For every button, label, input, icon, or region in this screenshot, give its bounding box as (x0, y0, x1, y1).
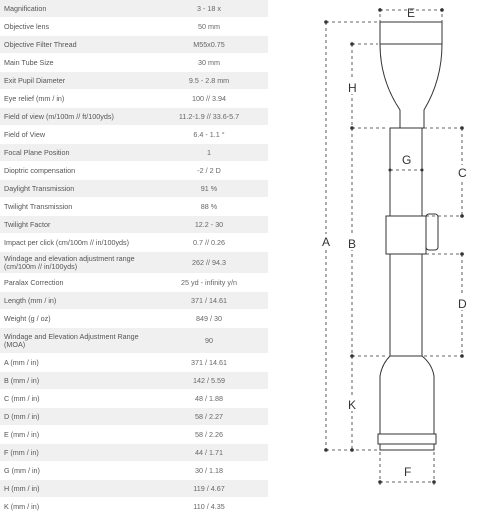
scope-objective-bell (380, 22, 442, 128)
dim-label-g: G (402, 153, 412, 167)
spec-value: 30 / 1.18 (195, 465, 223, 475)
spec-value: 9.5 - 2.8 mm (188, 75, 230, 85)
spec-label: A (mm / in) (4, 357, 39, 367)
spec-value: 88 % (200, 201, 218, 211)
scope-turret-knob (426, 214, 438, 250)
spec-label: Twilight Factor (4, 219, 51, 229)
dim-label-b: B (348, 237, 357, 251)
spec-label: G (mm / in) (4, 465, 40, 475)
spec-value: 371 / 14.61 (191, 357, 227, 367)
scope-main-tube-lower (390, 254, 422, 356)
spec-row (0, 234, 268, 252)
spec-row (0, 372, 268, 390)
spec-value: 262 // 94.3 (192, 257, 226, 267)
scope-eyepiece-end (380, 444, 434, 450)
spec-label: Objective lens (4, 21, 50, 31)
spec-row (0, 480, 268, 498)
dim-dot (460, 126, 464, 130)
dim-dot (440, 8, 444, 12)
spec-value: 100 // 3.94 (192, 93, 226, 103)
spec-row (0, 162, 268, 180)
spec-value: 0.7 // 0.26 (193, 237, 225, 247)
spec-value: 90 (205, 335, 213, 345)
spec-row (0, 310, 268, 328)
spec-row (0, 462, 268, 480)
spec-label: Weight (g / oz) (4, 313, 51, 323)
dim-dot (324, 448, 328, 452)
dim-dot (350, 42, 354, 46)
spec-value: 849 / 30 (196, 313, 222, 323)
dim-dot (421, 169, 424, 172)
spec-value: 25 yd - infinity y/n (181, 277, 237, 287)
spec-label: F (mm / in) (4, 447, 39, 457)
dim-dot (460, 252, 464, 256)
dim-dot (324, 20, 328, 24)
dim-dot (350, 126, 354, 130)
dim-dot (460, 214, 464, 218)
spec-row (0, 328, 268, 354)
dim-dot (378, 8, 382, 12)
dim-dot (350, 448, 354, 452)
spec-label: Eye relief (mm / in) (4, 93, 65, 103)
spec-value: 142 / 5.59 (193, 375, 225, 385)
spec-label: Dioptric compensation (4, 165, 76, 175)
spec-label: D (mm / in) (4, 411, 40, 421)
spec-value: 119 / 4.67 (193, 483, 225, 493)
spec-label: Focal Plane Position (4, 147, 70, 157)
dim-label-k: K (348, 398, 357, 412)
spec-value: 48 / 1.88 (195, 393, 223, 403)
spec-row (0, 18, 268, 36)
spec-row (0, 216, 268, 234)
dim-label-a: A (322, 235, 331, 249)
spec-row (0, 180, 268, 198)
spec-label: Windage and Elevation Adjustment Range (MOA) (4, 331, 139, 349)
spec-row (0, 108, 268, 126)
spec-row (0, 444, 268, 462)
spec-row (0, 252, 268, 274)
spec-label: Impact per click (cm/100m // in/100yds) (4, 237, 130, 247)
spec-label: B (mm / in) (4, 375, 40, 385)
dim-label-d: D (458, 297, 467, 311)
dim-dot (460, 354, 464, 358)
spec-label: Main Tube Size (4, 57, 54, 67)
spec-row (0, 292, 268, 310)
spec-label: Objective Filter Thread (4, 39, 77, 49)
dim-dot (378, 480, 382, 484)
spec-value: 110 / 4.35 (193, 501, 225, 511)
spec-row (0, 390, 268, 408)
dim-dot (432, 480, 436, 484)
spec-label: C (mm / in) (4, 393, 40, 403)
spec-row (0, 0, 268, 18)
spec-label: Length (mm / in) (4, 295, 57, 305)
scope-diagram (268, 0, 481, 488)
spec-value: 44 / 1.71 (195, 447, 223, 457)
scope-main-tube-upper (390, 128, 422, 216)
spec-row (0, 354, 268, 372)
spec-row (0, 274, 268, 292)
spec-value: 11.2-1.9 // 33.6-5.7 (178, 111, 240, 121)
spec-row (0, 426, 268, 444)
spec-value: 6.4 - 1.1 ° (193, 129, 225, 139)
spec-row (0, 144, 268, 162)
scope-eyepiece (380, 356, 434, 434)
spec-label: Field of view (m/100m // ft/100yds) (4, 111, 114, 121)
spec-value: 30 mm (198, 57, 220, 67)
spec-value: 1 (207, 147, 211, 157)
spec-row (0, 54, 268, 72)
dim-label-h: H (348, 81, 357, 95)
spec-label: Daylight Transmission (4, 183, 75, 193)
spec-label: Magnification (4, 3, 47, 13)
spec-row (0, 126, 268, 144)
spec-row (0, 198, 268, 216)
spec-value: 371 / 14.61 (191, 295, 227, 305)
scope-eyepiece-ring (378, 434, 436, 444)
spec-label: H (mm / in) (4, 483, 40, 493)
spec-row (0, 72, 268, 90)
spec-value: 58 / 2.26 (195, 429, 223, 439)
spec-row (0, 36, 268, 54)
spec-value: 50 mm (198, 21, 220, 31)
dim-label-c: C (458, 166, 467, 180)
scope-turret-body (386, 216, 426, 254)
spec-value: 58 / 2.27 (195, 411, 223, 421)
spec-label: Twilight Transmission (4, 201, 73, 211)
spec-value: M55x0.75 (193, 39, 225, 49)
dim-label-e: E (407, 6, 416, 20)
spec-label: Field of View (4, 129, 46, 139)
dim-dot (389, 169, 392, 172)
spec-value: 91 % (200, 183, 218, 193)
spec-row (0, 498, 268, 516)
spec-label: Windage and elevation adjustment range (cm/100m // in/100yds) (4, 253, 135, 271)
spec-label: K (mm / in) (4, 501, 40, 511)
dim-dot (350, 354, 354, 358)
spec-label: Exit Pupil Diameter (4, 75, 66, 85)
spec-value: -2 / 2 D (197, 165, 221, 175)
spec-label: Paralax Correction (4, 277, 64, 287)
spec-row (0, 90, 268, 108)
dim-label-f: F (404, 465, 412, 479)
spec-value: 12.2 - 30 (194, 219, 224, 229)
spec-value: 3 - 18 x (197, 3, 221, 13)
spec-row (0, 408, 268, 426)
spec-label: E (mm / in) (4, 429, 40, 439)
